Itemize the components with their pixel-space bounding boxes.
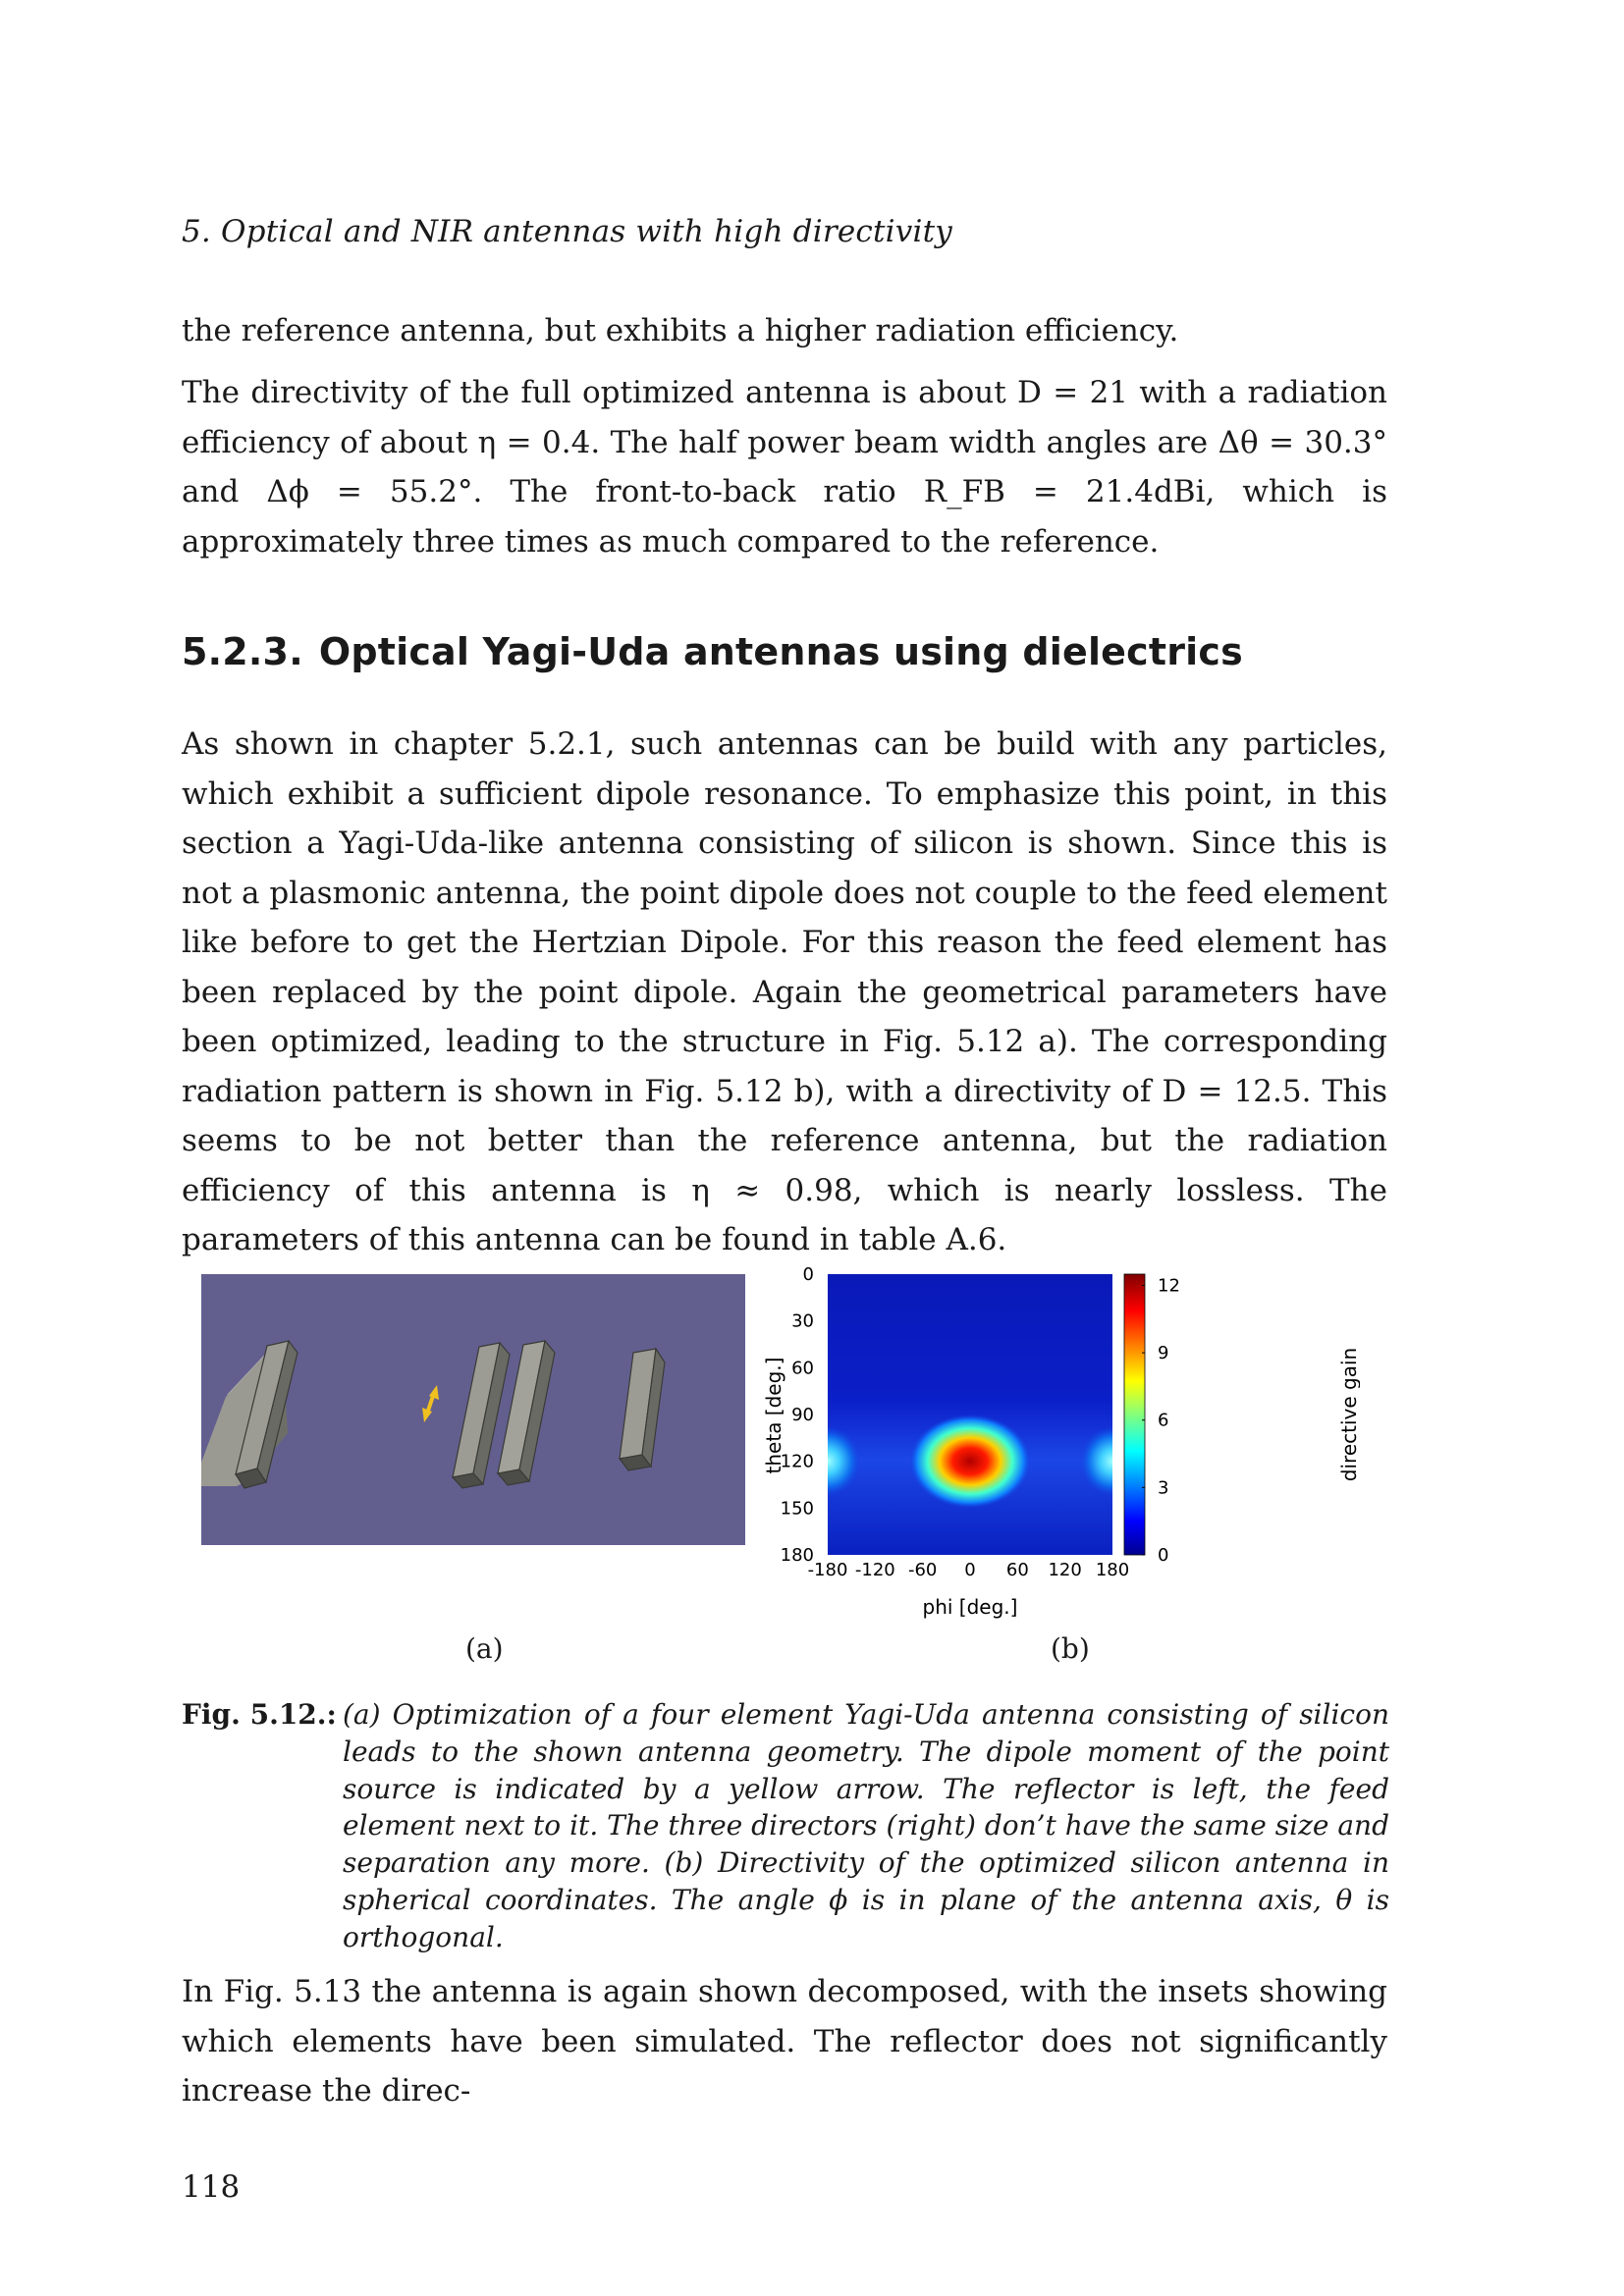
antenna-render xyxy=(201,1274,745,1545)
colorbar-tick-label: 6 xyxy=(1158,1410,1169,1431)
colorbar-tick-label: 9 xyxy=(1158,1343,1169,1364)
x-axis-label: phi [deg.] xyxy=(922,1595,1018,1619)
x-tick-label: 0 xyxy=(964,1560,976,1580)
directivity-chart xyxy=(751,1256,1360,1629)
y-tick-label: 30 xyxy=(791,1310,814,1332)
x-tick-label: -120 xyxy=(854,1560,895,1580)
y-tick-label: 0 xyxy=(802,1264,814,1285)
caption-label: Fig. 5.12.: xyxy=(182,1698,337,1731)
section-number: 5.2.3. xyxy=(182,630,303,673)
subfigure-label-b: (b) xyxy=(1051,1632,1090,1665)
x-tick-label: -180 xyxy=(807,1560,848,1580)
x-tick-label: 120 xyxy=(1048,1560,1082,1580)
y-tick-label: 90 xyxy=(791,1405,814,1425)
antenna-render-svg xyxy=(201,1274,745,1545)
y-tick-label: 60 xyxy=(791,1358,814,1379)
colorbar-gradient xyxy=(1124,1274,1145,1555)
paragraph-3: As shown in chapter 5.2.1, such antennas can be build with any particles, which exhibit a sufficient dipole resonance. To emphasize this point, in this section a Yagi-Uda-like antenna consisting of silicon is shown. Since this is not a plasmonic antenna, the point dipole does not couple to the feed element like before to get the Hertzian Dipole. For this reason the feed element has been replaced by the point dipole. Again the geometrical parameters have been optimized, leading to the structure in Fig. 5.12 a). The corresponding radiation pattern is shown in Fig. 5.12 b), with a directivity of D = 12.5. This seems to be not better than the reference antenna, but the radiation efficiency of this antenna is η ≈ 0.98, which is nearly lossless. The parameters of this antenna can be found in table A.6. xyxy=(182,726,1387,1257)
y-tick-label: 150 xyxy=(780,1498,814,1520)
paragraph-4: In Fig. 5.13 the antenna is again shown decomposed, with the insets showing which elements have been simulated. The reflector does not significantly increase the direc- xyxy=(182,1974,1387,2109)
colorbar xyxy=(1124,1274,1145,1555)
y-tick-label: 120 xyxy=(780,1451,814,1472)
gain-peak-1 xyxy=(909,1415,1031,1509)
colorbar-ticks xyxy=(1142,1275,1180,1566)
paragraph-1: the reference antenna, but exhibits a higher radiation efficiency. xyxy=(182,313,1179,348)
colorbar-tick-label: 12 xyxy=(1158,1275,1180,1297)
y-axis-label: theta [deg.] xyxy=(762,1357,785,1474)
running-head: 5. Optical and NIR antennas with high directivity xyxy=(182,214,952,249)
colorbar-tick-label: 3 xyxy=(1158,1477,1169,1499)
heatmap-area xyxy=(794,1274,1146,1555)
x-axis xyxy=(808,1560,1130,1580)
y-tick-label: 180 xyxy=(780,1545,814,1566)
x-tick-label: 180 xyxy=(1095,1560,1130,1580)
section-heading xyxy=(182,630,1243,673)
chart-svg xyxy=(751,1256,1360,1629)
section-title: Optical Yagi-Uda antennas using dielectrics xyxy=(318,630,1243,673)
x-tick-label: 60 xyxy=(1005,1560,1029,1580)
page-number: 118 xyxy=(182,2169,241,2205)
x-tick-label: -60 xyxy=(907,1560,938,1580)
caption-text: (a) Optimization of a four element Yagi-Uda antenna consisting of silicon leads to the shown antenna geometry. The dipole moment of the point source is indicated by a yellow arrow. The reflector is left, the feed element next to it. The three directors (right) don’t have the same size and separation any more. (b) Directivity of the optimized silicon antenna in spherical coordinates. The angle ϕ is in plane of the antenna axis, θ is orthogonal. xyxy=(343,1698,1389,1953)
paragraph-2: The directivity of the full optimized antenna is about D = 21 with a radiation efficiency of about η = 0.4. The half power beam width angles are Δθ = 30.3° and Δϕ = 55.2°. The front-to-back ratio R_FB = 21.4dBi, which is approximately three times as much compared to the reference. xyxy=(182,375,1387,560)
colorbar-tick-label: 0 xyxy=(1158,1545,1169,1566)
subfigure-label-a: (a) xyxy=(465,1632,504,1665)
colorbar-label: directive gain xyxy=(1337,1347,1360,1482)
